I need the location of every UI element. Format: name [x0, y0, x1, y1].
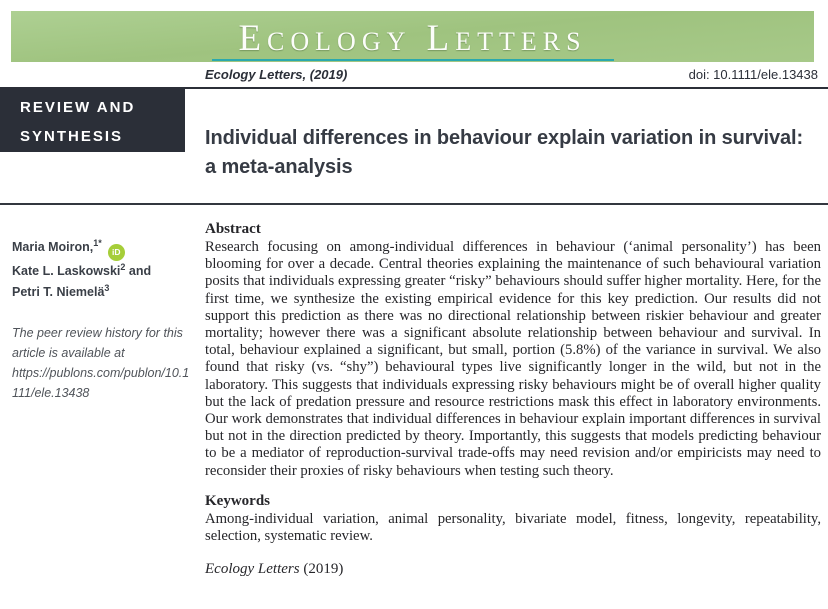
title-separator-rule	[0, 203, 828, 205]
author-1-affiliation-mark: 1*	[93, 237, 102, 248]
journal-masthead-banner	[11, 11, 814, 62]
author-2	[12, 261, 194, 282]
footer-journal-name: Ecology Letters	[205, 561, 300, 578]
author-3	[12, 282, 194, 303]
author-1	[12, 237, 194, 261]
footer-year: (2019)	[299, 561, 344, 578]
abstract-heading: Abstract	[205, 221, 261, 237]
keywords-text: Among-individual variation, animal personality, bivariate model, fitness, longevity, repeatability, selection, systematic review.	[205, 510, 821, 545]
article-title: Individual differences in behaviour explain variation in survival: a meta-analysis	[205, 127, 804, 178]
orcid-icon[interactable]: iD	[108, 244, 125, 261]
abstract-column	[205, 221, 821, 578]
keywords-heading: Keywords	[205, 492, 270, 509]
abstract-text: Research focusing on among-individual differences in behaviour (‘animal personality’) has been blooming for over a decade. Central theories explaining the maintenance of such behavioural variation posits that individuals expressing greater “risky” behaviours should suffer higher mortality. Here, for the first time, we synthesize the existing empirical evidence for this key prediction. Our results did not support this prediction as there was no directional relationship between riskier behaviour and greater mortality; however there was a significant absolute relationship between behaviour and survival. In total, behaviour explained a significant, but small, portion (5.8%) of the variance in survival. We also found that risky (vs. “shy”) behavioural types live significantly longer in the wild, but not in the laboratory. This suggests that individuals expressing risky behaviours might be of overall higher quality but the lack of predation pressure and resource restrictions mask this effect in laboratory environments. Our work demonstrates that individual differences in behaviour explain important differences in survival but not in the direction predicted by theory. Importantly, this suggests that models predicting behaviour to be a mediator of reproduction-survival trade-offs may need revision and/or empiricists may need to reconsider their proxies of risky behaviours when testing such theory.	[205, 239, 821, 479]
article-type-box	[0, 87, 185, 152]
footer-citation	[205, 561, 821, 578]
doi-text: doi: 10.1111/ele.13438	[688, 67, 818, 82]
author-2-name: Kate L. Laskowski	[12, 264, 121, 278]
journal-name: Ecology Letters	[238, 17, 587, 59]
article-type-line1: REVIEW AND	[20, 99, 136, 116]
citation-row	[0, 67, 828, 85]
author-list	[12, 237, 194, 303]
author-3-affiliation-mark: 3	[104, 282, 110, 293]
left-sidebar	[12, 237, 194, 403]
masthead-underline	[212, 59, 614, 61]
journal-citation: Ecology Letters, (2019)	[205, 67, 348, 82]
author-1-name: Maria Moiron,	[12, 240, 94, 254]
article-type-line2: SYNTHESIS	[20, 128, 124, 145]
author-2-affiliation-mark: 2	[120, 261, 126, 272]
peer-review-note: The peer review history for this article is available at https://publons.com/publon/10.1111/ele.13438	[12, 326, 190, 400]
author-2-suffix: and	[125, 264, 152, 278]
author-3-name: Petri T. Niemelä	[12, 285, 105, 299]
